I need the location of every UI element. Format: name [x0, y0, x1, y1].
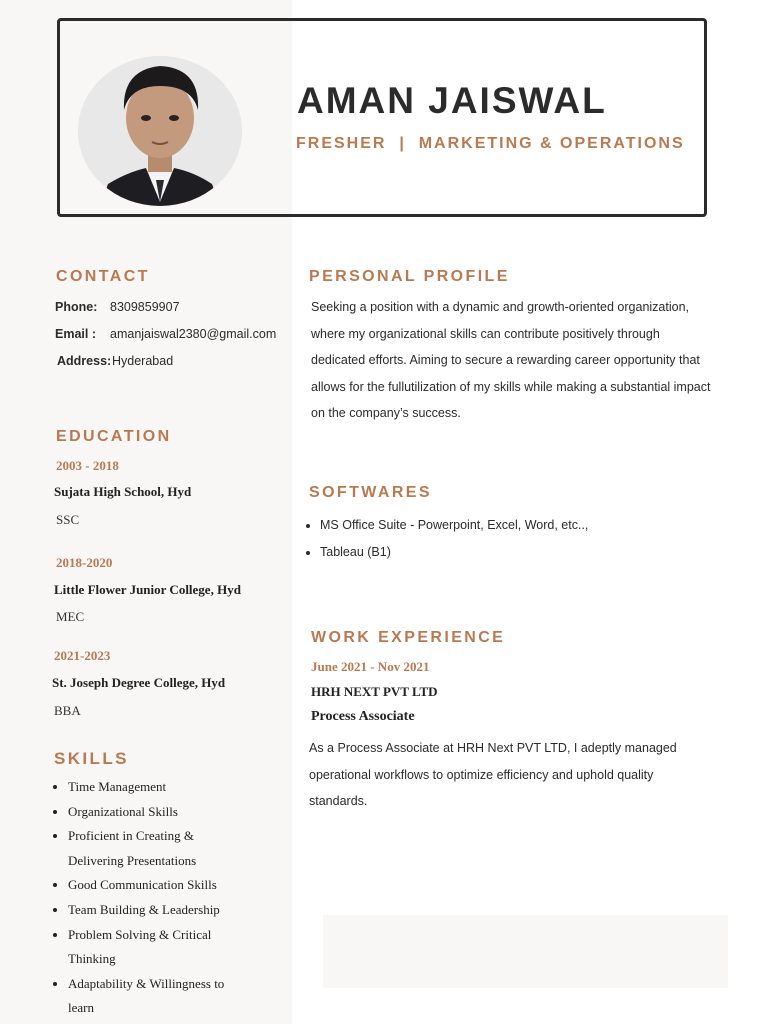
email-label: Email : — [55, 327, 96, 341]
education-degree: MEC — [56, 609, 85, 624]
skill-item: • Adaptability & Willingness to learn — [68, 972, 248, 1021]
work-description: As a Process Associate at HRH Next PVT LTD, I adeptly managed operational workflows to optimize efficiency and uphold quality standards. — [309, 741, 677, 808]
education-years: 2003 - 2018 — [56, 458, 119, 473]
education-school: St. Joseph Degree College, Hyd — [52, 675, 226, 690]
candidate-role: FRESHER | MARKETING & OPERATIONS — [296, 135, 685, 152]
skill-item: • Team Building & Leadership — [68, 898, 278, 923]
education-school: Little Flower Junior College, Hyd — [54, 582, 241, 597]
profile-photo — [78, 56, 242, 206]
skill-item: • Organizational Skills — [68, 800, 278, 825]
skill-item: • Problem Solving & Critical Thinking — [68, 923, 228, 972]
contact-heading: CONTACT — [56, 268, 150, 285]
education-years: 2021-2023 — [54, 648, 111, 663]
work-company: HRH NEXT PVT LTD — [311, 684, 438, 699]
work-dates: June 2021 - Nov 2021 — [311, 659, 430, 674]
email-value: amanjaiswal2380@gmail.com — [110, 327, 277, 341]
softwares-heading: SOFTWARES — [309, 484, 432, 501]
skills-list — [50, 775, 278, 1021]
empty-panel — [323, 915, 728, 988]
skills-heading: SKILLS — [54, 749, 129, 768]
skill-item: • Proficient in Creating & Delivering Presentations — [68, 824, 218, 873]
education-years: 2018-2020 — [56, 555, 113, 570]
profile-text: Seeking a position with a dynamic and growth-oriented organization, where my organizational skills can contribute positively through dedicated efforts. Aiming to secure a rewarding career opportunity that allows for the fullutilization of my skills while making a substantial impact on the company’s success. — [311, 300, 711, 420]
work-heading: WORK EXPERIENCE — [311, 629, 506, 646]
skill-item: • Time Management — [68, 775, 278, 800]
education-degree: BBA — [54, 703, 81, 718]
address-label: Address: — [57, 354, 112, 368]
work-title: Process Associate — [311, 709, 415, 724]
softwares-list — [302, 512, 588, 566]
software-item: • MS Office Suite - Powerpoint, Excel, Word, etc.., — [320, 512, 588, 539]
education-degree: SSC — [56, 512, 80, 527]
phone-label: Phone: — [55, 300, 98, 314]
skill-item: • Good Communication Skills — [68, 873, 278, 898]
software-item: • Tableau (B1) — [320, 539, 588, 566]
phone-value: 8309859907 — [110, 300, 180, 314]
address-value: Hyderabad — [112, 354, 174, 368]
profile-heading: PERSONAL PROFILE — [309, 268, 510, 285]
education-school: Sujata High School, Hyd — [54, 484, 192, 499]
education-heading: EDUCATION — [56, 428, 172, 445]
candidate-name: AMAN JAISWAL — [297, 80, 607, 121]
